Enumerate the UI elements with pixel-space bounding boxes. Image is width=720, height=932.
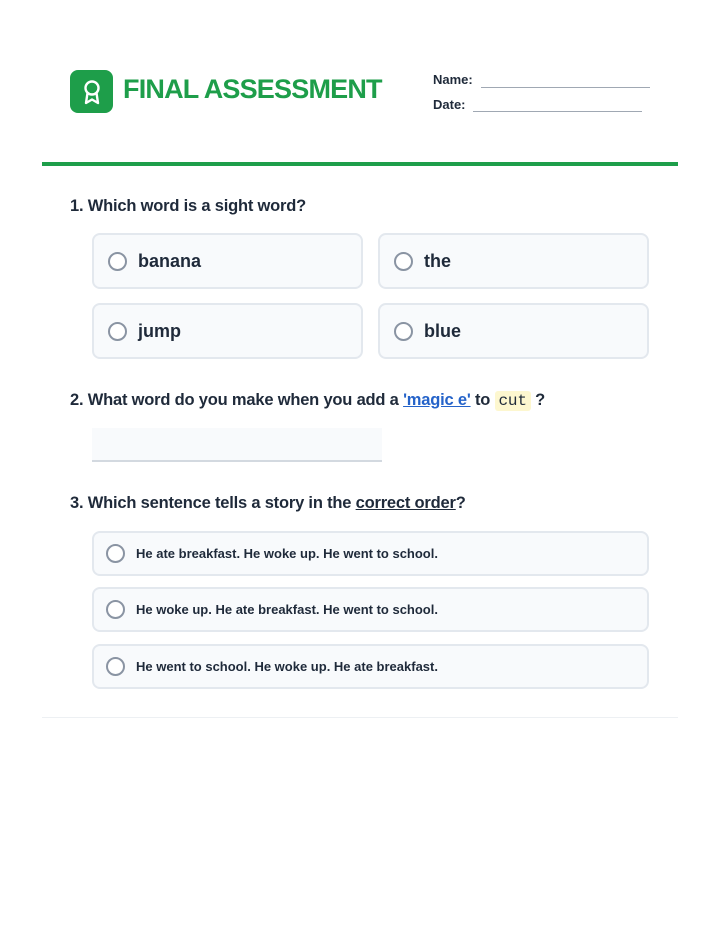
radio-button[interactable] — [108, 252, 127, 271]
correct-order-text: correct order — [355, 494, 456, 512]
q1-option-banana[interactable] — [92, 233, 363, 289]
question-2-suffix: ? — [535, 391, 546, 409]
radio-button[interactable] — [108, 322, 127, 341]
option-label: jump — [138, 320, 181, 341]
question-3-text: 3. Which sentence tells a story in the — [70, 494, 352, 512]
date-label: Date: — [433, 97, 466, 112]
footer-divider — [42, 717, 678, 718]
radio-button[interactable] — [394, 252, 413, 271]
page-title: FINAL ASSESSMENT — [123, 74, 382, 104]
radio-button[interactable] — [394, 322, 413, 341]
question-3-suffix: ? — [455, 494, 466, 512]
date-field[interactable] — [473, 111, 642, 112]
name-label: Name: — [433, 72, 473, 87]
q2-answer-input[interactable] — [92, 428, 382, 462]
option-label: He woke up. He ate breakfast. He went to school. — [136, 602, 438, 617]
magic-e-link[interactable]: 'magic e' — [403, 391, 471, 409]
option-label: He went to school. He woke up. He ate breakfast. — [136, 659, 438, 674]
header-divider — [42, 162, 678, 166]
name-field[interactable] — [481, 87, 650, 88]
radio-button[interactable] — [106, 600, 125, 619]
q1-option-jump[interactable] — [92, 303, 363, 359]
q1-option-the[interactable] — [378, 233, 649, 289]
q3-option-2[interactable] — [92, 587, 649, 632]
assessment-badge — [70, 70, 113, 113]
question-3 — [70, 494, 466, 513]
question-2-middle: to — [474, 391, 491, 409]
option-label: blue — [424, 320, 462, 341]
radio-button[interactable] — [106, 657, 125, 676]
question-1: 1. Which word is a sight word? — [70, 197, 307, 215]
option-label: He ate breakfast. He woke up. He went to school. — [136, 546, 438, 561]
radio-button[interactable] — [106, 544, 125, 563]
question-2-text: 2. What word do you make when you add a — [70, 391, 399, 409]
q3-option-3[interactable] — [92, 644, 649, 689]
word-code: cut — [495, 391, 531, 411]
option-label: banana — [138, 250, 202, 271]
question-2 — [70, 391, 545, 410]
q1-option-blue[interactable] — [378, 303, 649, 359]
q3-option-1[interactable] — [92, 531, 649, 576]
award-ribbon-icon — [81, 79, 103, 105]
option-label: the — [424, 250, 451, 271]
